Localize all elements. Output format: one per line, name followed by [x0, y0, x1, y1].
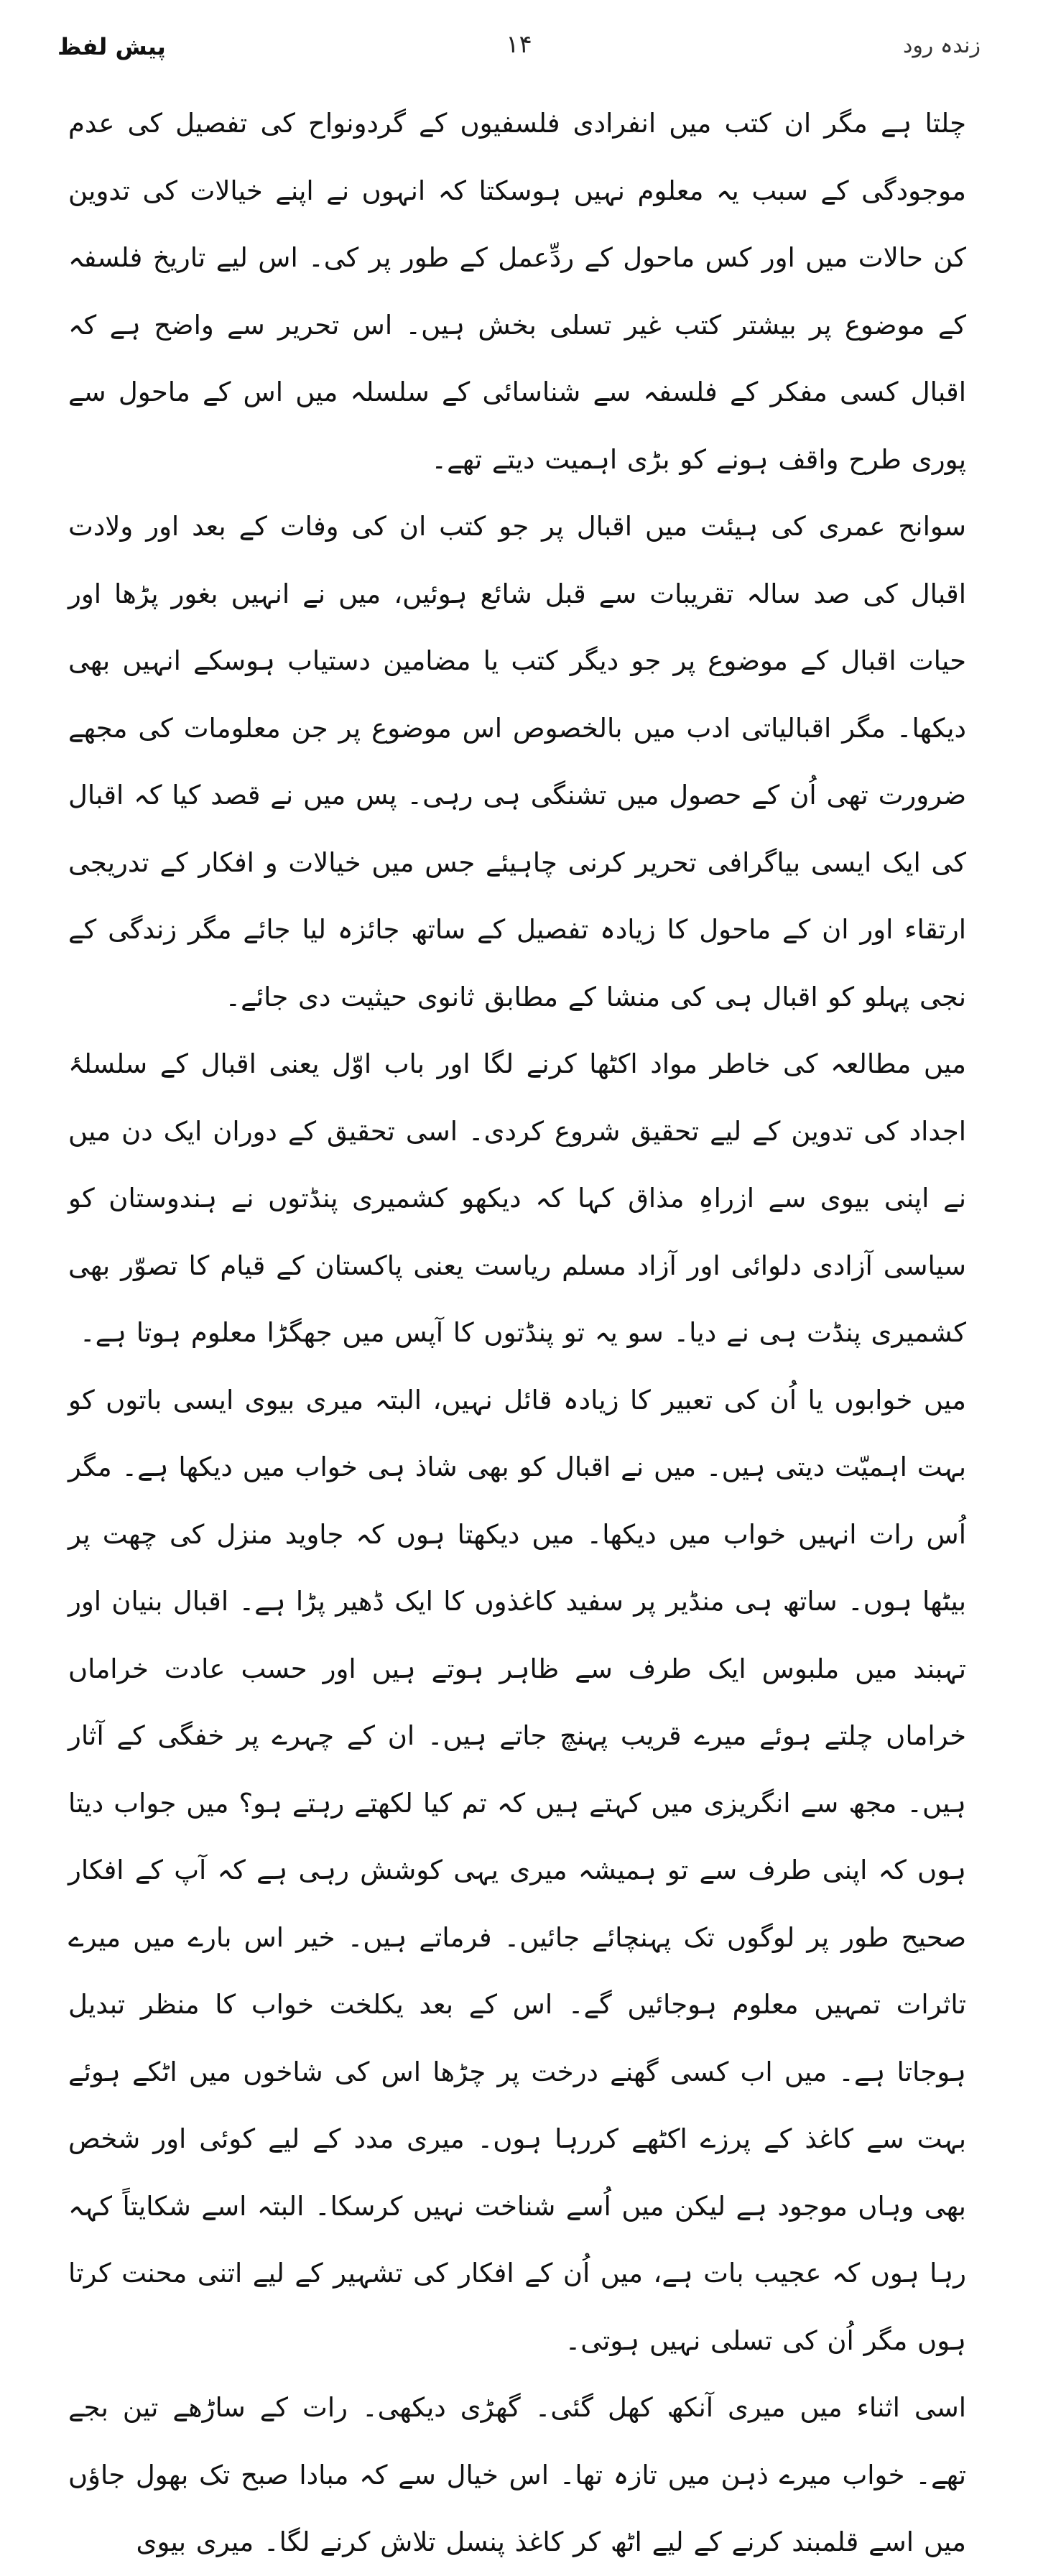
chapter-running-head: پیش لفظ — [57, 33, 166, 60]
paragraph-1: چلتا ہے مگر ان کتب میں انفرادی فلسفیوں کے گردونواح کی تفصیل کی عدم موجودگی کے سبب یہ معلوم نہیں ہوسکتا کہ انہوں نے اپنے خیالات کی تدوین کن حالات میں اور کس ماحول کے ردِّعمل کے طور پر کی۔ اس لیے تاریخ فلسفہ کے موضوع پر بیشتر کتب غیر تسلی بخش ہیں۔ اس تحریر سے واضح ہے کہ اقبال کسی مفکر کے فلسفہ سے شناسائی کے سلسلہ میں اس کے ماحول سے پوری طرح واقف ہونے کو بڑی اہمیت دیتے تھے۔ — [68, 108, 966, 475]
paragraph-4: میں خوابوں یا اُن کی تعبیر کا زیادہ قائل نہیں، البتہ میری بیوی ایسی باتوں کو بہت اہمیّت دیتی ہیں۔ میں نے اقبال کو بھی شاذ ہی خواب میں دیکھا ہے۔ مگر اُس رات انہیں خواب میں دیکھا۔ میں دیکھتا ہوں کہ جاوید منزل کی چھت پر بیٹھا ہوں۔ ساتھ ہی منڈیر پر سفید کاغذوں کا ایک ڈھیر پڑا ہے۔ اقبال بنیان اور تہبند میں ملبوس ایک طرف سے ظاہر ہوتے ہیں اور حسب عادت خراماں خراماں چلتے ہوئے میرے قریب پہنچ جاتے ہیں۔ ان کے چہرے پر خفگی کے آثار ہیں۔ مجھ سے انگریزی میں کہتے ہیں کہ تم کیا لکھتے رہتے ہو؟ میں جواب دیتا ہوں کہ اپنی طرف سے تو ہمیشہ میری یہی کوشش رہی ہے کہ آپ کے افکار صحیح طور پر لوگوں تک پہنچائے جائیں۔ فرماتے ہیں۔ خیر اس بارے میں میرے تاثرات تمہیں معلوم ہوجائیں گے۔ اس کے بعد یکلخت خواب کا منظر تبدیل ہوجاتا ہے۔ میں اب کسی گھنے درخت پر چڑھا اس کی شاخوں میں اٹکے ہوئے بہت سے کاغذ کے پرزے اکٹھے کررہا ہوں۔ میری مدد کے لیے کوئی اور شخص بھی وہاں موجود ہے لیکن میں اُسے شناخت نہیں کرسکا۔ البتہ اسے شکایتاً کہہ رہا ہوں کہ عجیب بات ہے، میں اُن کے افکار کی تشہیر کے لیے اتنی محنت کرتا ہوں مگر اُن کی تسلی نہیں ہوتی۔ — [68, 1384, 966, 2356]
body-text — [68, 90, 966, 2576]
book-title-running-head: زندہ رود — [902, 33, 981, 58]
page-number: ۱۴ — [506, 30, 532, 59]
paragraph-2: سوانح عمری کی ہیئت میں اقبال پر جو کتب ان کی وفات کے بعد اور ولادت اقبال کی صد سالہ تقریبات سے قبل شائع ہوئیں، میں نے انہیں بغور پڑھا اور حیات اقبال کے موضوع پر جو دیگر کتب یا مضامین دستیاب ہوسکے انہیں بھی دیکھا۔ مگر اقبالیاتی ادب میں بالخصوص اس موضوع پر جن معلومات کی مجھے ضرورت تھی اُن کے حصول میں تشنگی ہی رہی۔ پس میں نے قصد کیا کہ اقبال کی ایک ایسی بیاگرافی تحریر کرنی چاہیئے جس میں خیالات و افکار کے تدریجی ارتقاء اور ان کے ماحول کا زیادہ تفصیل کے ساتھ جائزہ لیا جائے مگر زندگی کے نجی پہلو کو اقبال ہی کی منشا کے مطابق ثانوی حیثیت دی جائے۔ — [68, 511, 966, 1012]
page-header — [57, 27, 981, 70]
paragraph-5: اسی اثناء میں میری آنکھ کھل گئی۔ گھڑی دیکھی۔ رات کے ساڑھے تین بجے تھے۔ خواب میرے ذہن میں تازہ تھا۔ اس خیال سے کہ مبادا صبح تک بھول جاؤں میں اسے قلمبند کرنے کے لیے اٹھ کر کاغذ پنسل تلاش کرنے لگا۔ میری بیوی — [68, 2392, 966, 2557]
paragraph-3: میں مطالعہ کی خاطر مواد اکٹھا کرنے لگا اور باب اوّل یعنی اقبال کے سلسلۂ اجداد کی تدوین کے لیے تحقیق شروع کردی۔ اسی تحقیق کے دوران ایک دن میں نے اپنی بیوی سے ازراہِ مذاق کہا کہ دیکھو کشمیری پنڈتوں نے ہندوستان کو سیاسی آزادی دلوائی اور آزاد مسلم ریاست یعنی پاکستان کے قیام کا تصوّر بھی کشمیری پنڈت ہی نے دیا۔ سو یہ تو پنڈتوں کا آپس میں جھگڑا معلوم ہوتا ہے۔ — [68, 1048, 966, 1348]
